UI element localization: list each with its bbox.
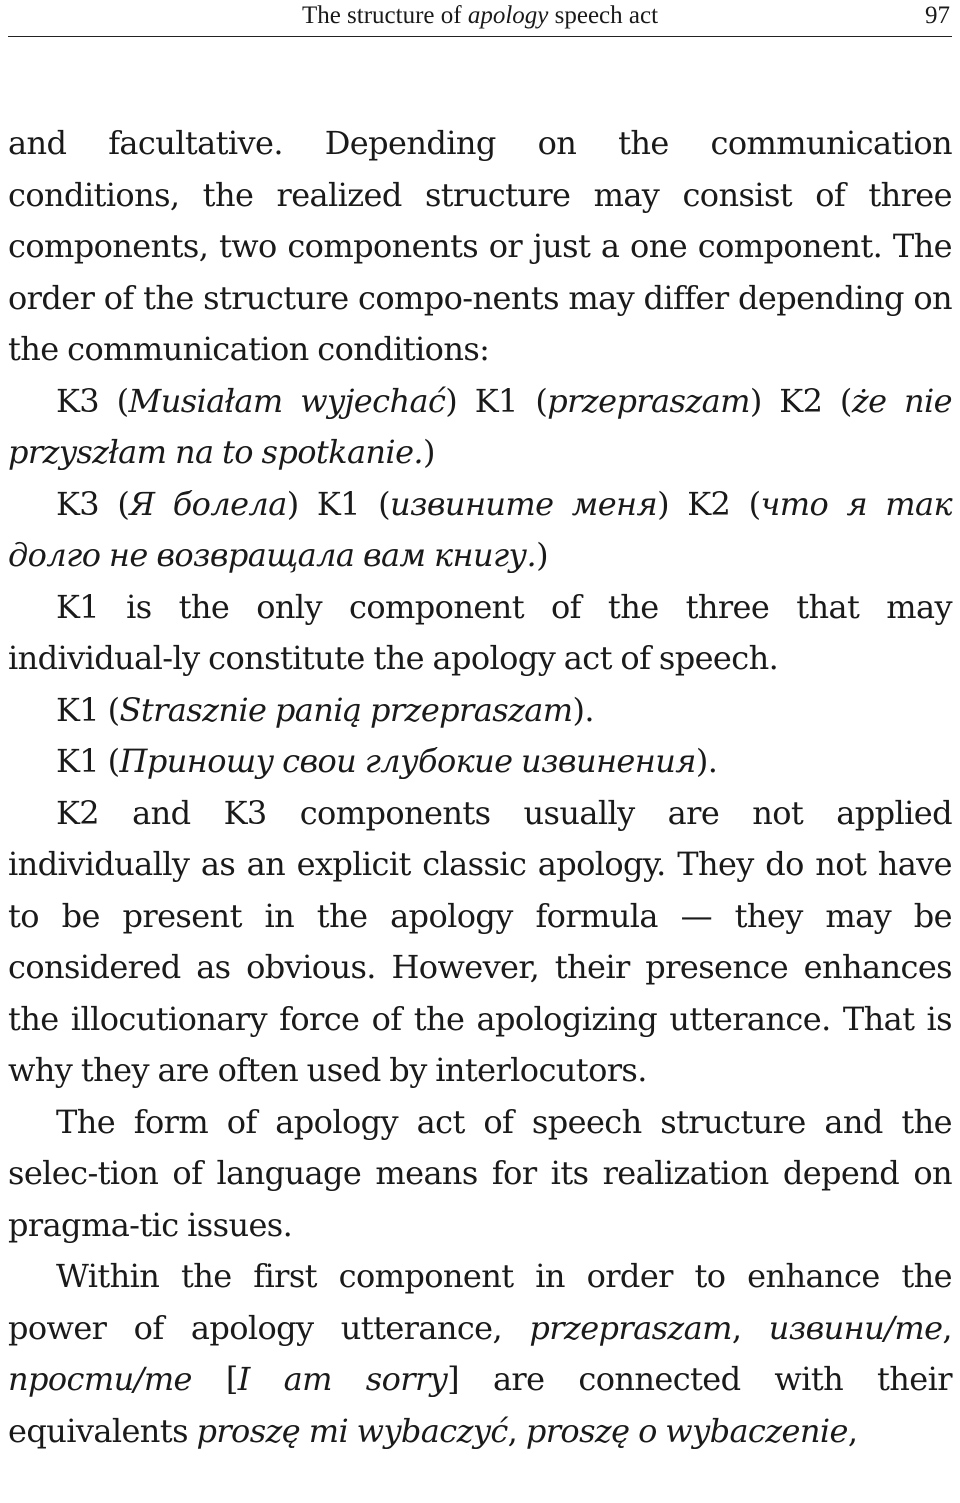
example-label: K3 ( — [56, 381, 129, 420]
example-label: K1 ( — [56, 690, 120, 729]
example-text: извините меня — [390, 484, 658, 523]
paragraph-text: , — [847, 1411, 858, 1450]
page-number: 97 — [925, 2, 950, 29]
example-label: ) K1 ( — [445, 381, 548, 420]
paragraph-4: The form of apology act of speech structure and the selec-tion of language means for its realization depend on pragma-tic issues. — [8, 1102, 952, 1244]
paragraph-text: , — [507, 1411, 526, 1450]
page-body — [8, 118, 952, 1457]
example-label: ). — [572, 690, 594, 729]
example-text: Strasznie panią przepraszam — [119, 690, 573, 729]
paragraph-text: ] are connected with their equivalents — [8, 1360, 952, 1450]
title-text-end: speech act — [548, 2, 659, 29]
paragraph-3: K2 and K3 components usually are not applied individually as an explicit classic apology. They do not have to be present in the apology formula — they may be considered as obvious. However, their presence enhances the illocutionary force of the apologizing utterance. That is why they are often used by interlocutors. — [8, 793, 952, 1089]
paragraph-5 — [8, 1251, 952, 1457]
paragraph-1: and facultative. Depending on the communication conditions, the realized structure may consist of three components, two components or just a one component. The order of the structure compo-nents may differ depending on the communication conditions: — [8, 124, 952, 368]
example-label: ). — [695, 742, 718, 780]
example-text: przepraszam — [547, 381, 750, 420]
italic-term: прости/те — [8, 1360, 192, 1398]
example-text: że nie przyszłam na to spotkanie. — [8, 381, 952, 471]
example-text: Musiałam wyjechać — [128, 381, 446, 420]
example-label: ) K2 ( — [749, 381, 852, 420]
italic-term: извини/те — [768, 1308, 943, 1347]
example-text: что я так долго не возвращала вам книгу. — [8, 484, 953, 574]
paragraph-text: , — [942, 1308, 952, 1347]
italic-term: I am sorry — [237, 1360, 448, 1398]
title-italic-text: apology — [467, 2, 549, 29]
italic-term: przepraszam — [529, 1308, 732, 1347]
title-text: The structure of — [301, 2, 468, 29]
italic-term: proszę o wybaczenie — [525, 1411, 848, 1450]
example-text: Приношу свои глубокие извинения — [119, 742, 696, 780]
paragraph-text: Within the first component in order to enhance the power of apology utterance, — [8, 1257, 952, 1347]
example-text: Я болела — [129, 484, 287, 523]
example-label: K3 ( — [56, 484, 130, 523]
italic-term: proszę mi wybaczyć — [196, 1411, 508, 1450]
example-label: ) — [536, 536, 548, 574]
example-polish-structure — [8, 376, 952, 479]
example-label: ) K2 ( — [657, 484, 761, 523]
running-header — [8, 0, 952, 37]
example-label: K1 ( — [56, 742, 120, 780]
paragraph-text: [ — [191, 1360, 238, 1398]
running-title — [8, 2, 952, 30]
example-label: ) K1 ( — [286, 484, 391, 523]
paragraph-text: , — [731, 1308, 769, 1347]
example-label: ) — [422, 433, 435, 471]
paragraph-2: K1 is the only component of the three that may individual-ly constitute the apology act of speech. — [8, 587, 952, 677]
example-russian-structure — [8, 479, 952, 582]
example-russian-k1 — [8, 736, 952, 788]
example-polish-k1 — [8, 685, 952, 737]
